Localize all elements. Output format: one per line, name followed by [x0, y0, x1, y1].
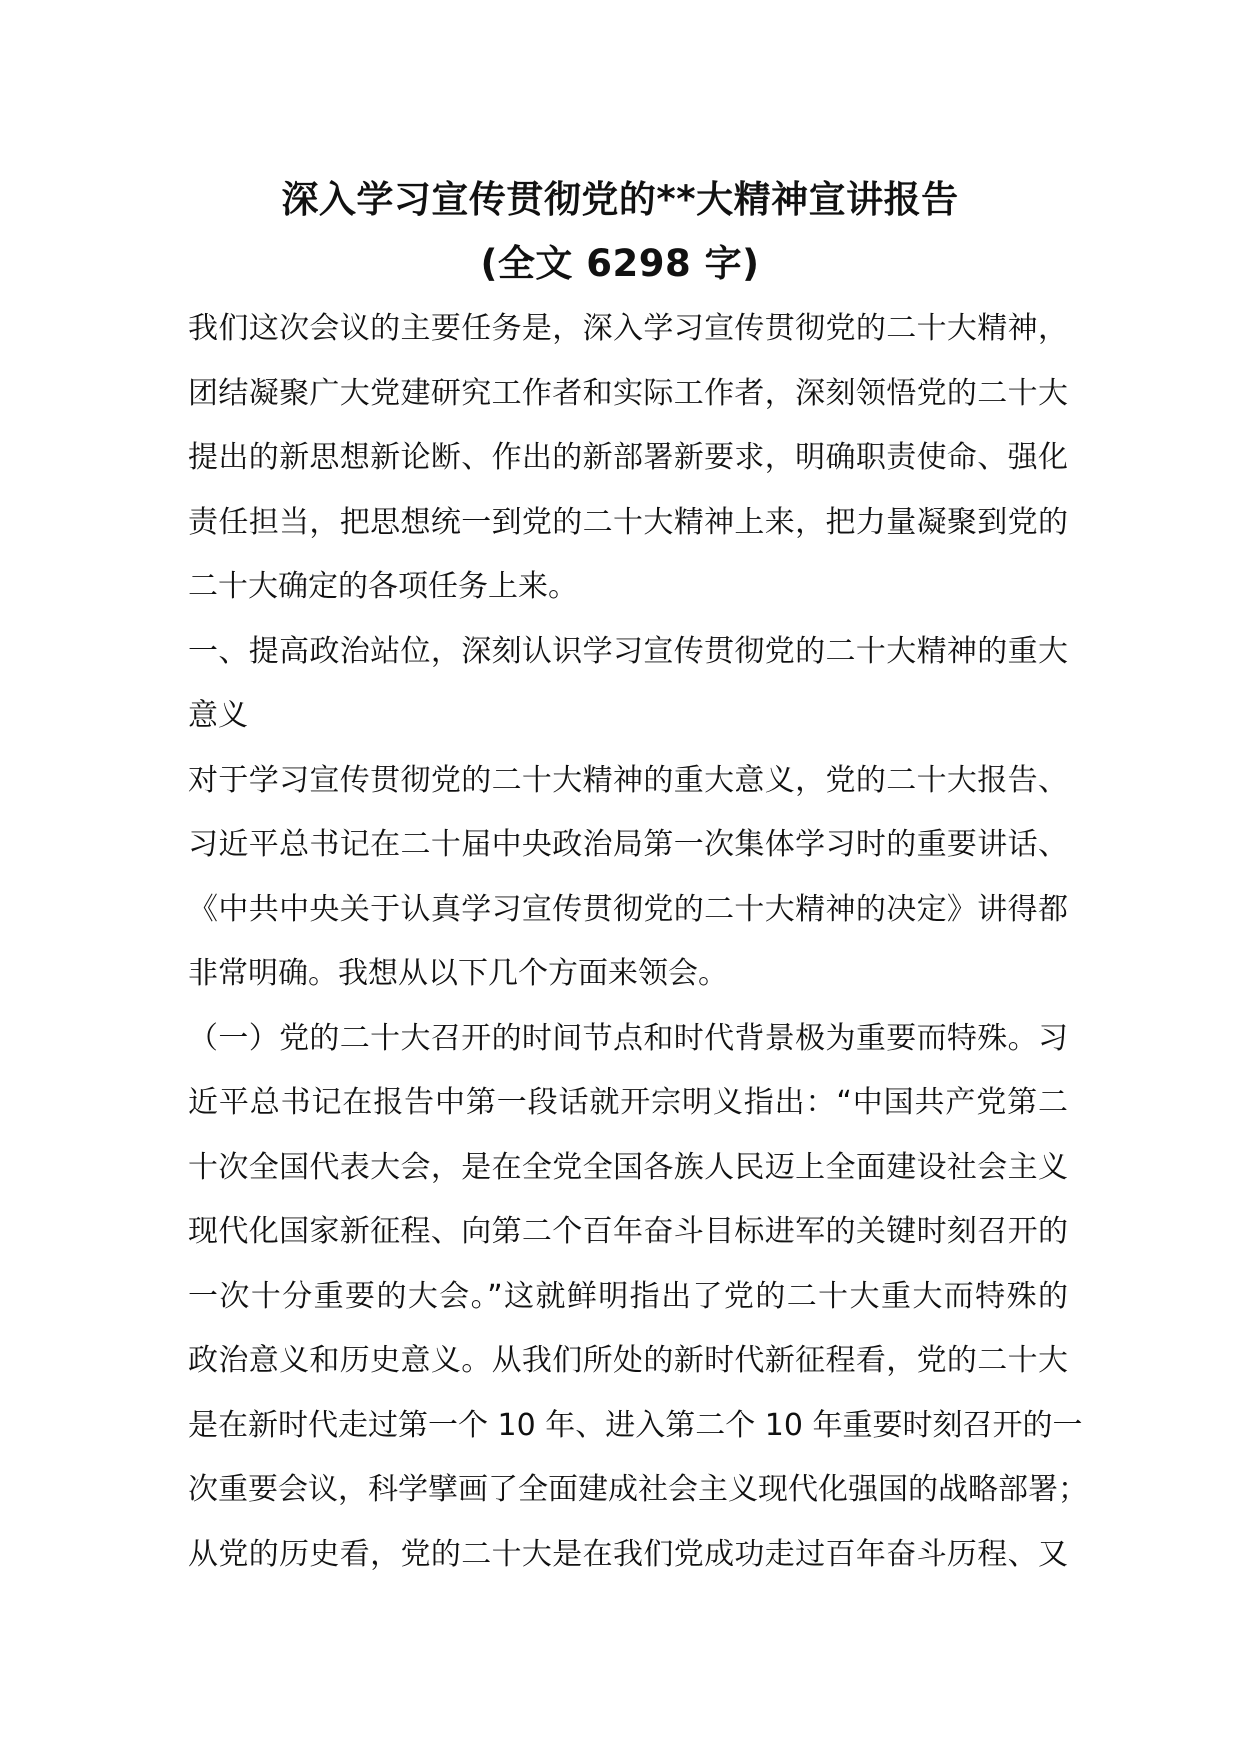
paragraph-line: 现代化国家新征程、向第二个百年奋斗目标进军的关键时刻召开的	[188, 1214, 1068, 1249]
title-block	[0, 168, 1240, 296]
paragraph-line: 是在新时代走过第一个 10 年、进入第二个 10 年重要时刻召开的一	[188, 1407, 1083, 1443]
document-subtitle: (全文 6298 字)	[480, 242, 760, 285]
section-heading-line: 意义	[188, 698, 248, 733]
paragraph-line: 一次十分重要的大会。”这就鲜明指出了党的二十大重大而特殊的	[188, 1278, 1068, 1314]
paragraph-line: 二十大确定的各项任务上来。	[188, 569, 578, 604]
section-heading-line: 一、提高政治站位，深刻认识学习宣传贯彻党的二十大精神的重大	[188, 633, 1068, 669]
paragraph-line: 提出的新思想新论断、作出的新部署新要求，明确职责使命、强化	[188, 440, 1068, 475]
paragraph-line: （一）党的二十大召开的时间节点和时代背景极为重要而特殊。习	[188, 1020, 1068, 1056]
paragraph-line: 次重要会议，科学擘画了全面建成社会主义现代化强国的战略部署；	[188, 1472, 1088, 1507]
paragraph-line: 近平总书记在报告中第一段话就开宗明义指出：“中国共产党第二	[188, 1085, 1068, 1120]
paragraph-line: 政治意义和历史意义。从我们所处的新时代新征程看，党的二十大	[188, 1343, 1068, 1378]
paragraph-line: 对于学习宣传贯彻党的二十大精神的重大意义，党的二十大报告、	[188, 762, 1068, 798]
paragraph-line: 非常明确。我想从以下几个方面来领会。	[188, 956, 728, 991]
paragraph-line: 从党的历史看，党的二十大是在我们党成功走过百年奋斗历程、又	[188, 1536, 1068, 1572]
paragraph-line: 习近平总书记在二十届中央政治局第一次集体学习时的重要讲话、	[188, 827, 1068, 862]
paragraph-line: 十次全国代表大会，是在全党全国各族人民迈上全面建设社会主义	[188, 1149, 1068, 1185]
paragraph-line: 团结凝聚广大党建研究工作者和实际工作者，深刻领悟党的二十大	[188, 375, 1068, 411]
document-title: 深入学习宣传贯彻党的**大精神宣讲报告	[281, 178, 959, 221]
document-body	[188, 297, 1088, 1587]
paragraph-line: 责任担当，把思想统一到党的二十大精神上来，把力量凝聚到党的	[188, 504, 1068, 540]
paragraph-line: 我们这次会议的主要任务是，深入学习宣传贯彻党的二十大精神，	[188, 311, 1068, 346]
paragraph-line: 《中共中央关于认真学习宣传贯彻党的二十大精神的决定》讲得都	[188, 891, 1068, 927]
